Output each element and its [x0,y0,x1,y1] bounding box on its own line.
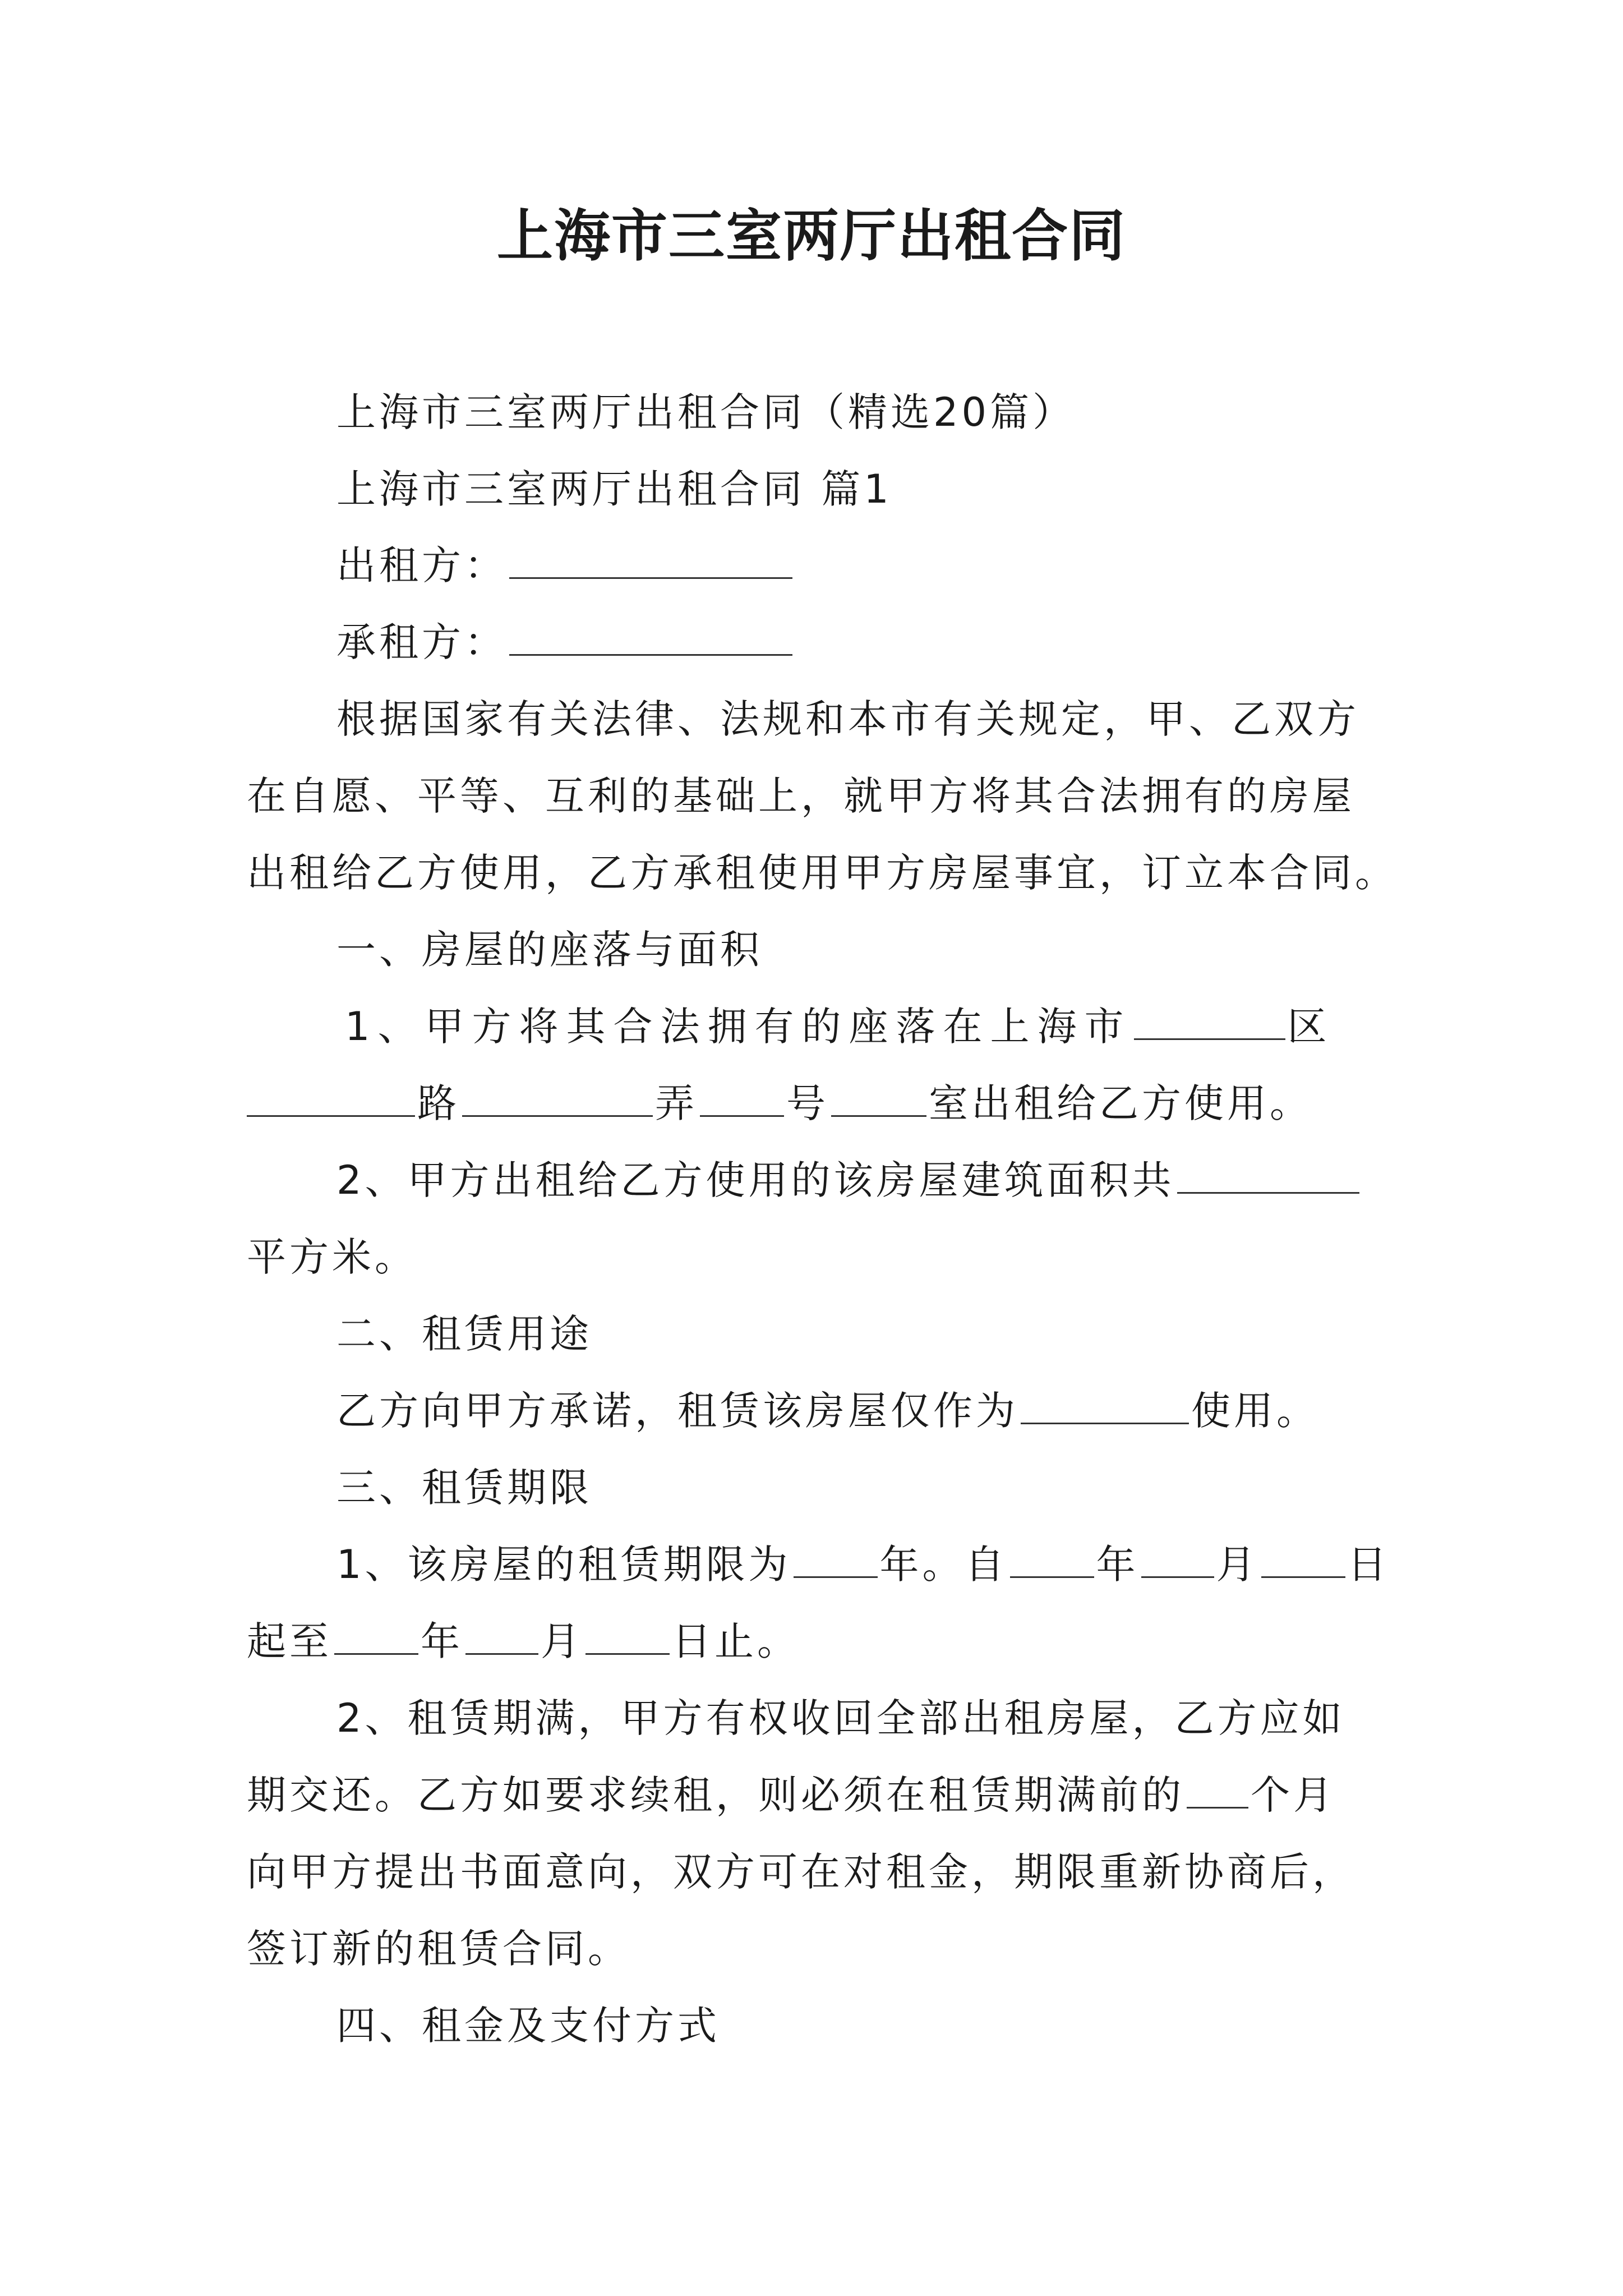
paragraph-line: 向甲方提出书面意向，双方可在对租金，期限重新协商后， [247,1849,1355,1895]
clause-text: 个月 [1251,1772,1336,1818]
clause-line [336,1383,1319,1439]
clause-text: 年 [421,1618,463,1664]
number-blank [700,1076,784,1117]
start-month-blank [1141,1537,1214,1578]
clause-text: 区 [1287,1004,1335,1050]
clause-text: 使用。 [1191,1388,1319,1434]
clause-heading: 一、房屋的座落与面积 [336,927,763,973]
clause-text: 号 [786,1080,829,1126]
start-day-blank [1261,1537,1345,1578]
clause-text: 年。自 [879,1542,1008,1588]
clause-line [336,1152,1362,1208]
clause-line: 平方米。 [247,1234,417,1280]
clause-heading: 三、租赁期限 [336,1465,592,1511]
section-heading: 上海市三室两厅出租合同 篇1 [336,466,892,512]
clause-line [336,1536,1390,1593]
area-blank [1177,1153,1359,1194]
paragraph-line [247,1767,1336,1823]
clause-heading: 二、租赁用途 [336,1311,592,1357]
lessor-label: 出租方： [336,542,507,588]
clause-text: 起至 [247,1618,332,1664]
paragraph-line: 2、租赁期满，甲方有权收回全部出租房屋，乙方应如 [336,1695,1345,1741]
clause-text: 月 [1216,1542,1259,1588]
clause-text: 1、该房屋的租赁期限为 [336,1542,791,1588]
road-blank [247,1076,415,1117]
clause-text: 月 [541,1618,583,1664]
lessee-label: 承租方： [336,619,507,665]
clause-line [345,999,1335,1055]
end-day-blank [585,1614,670,1655]
paragraph-line: 根据国家有关法律、法规和本市有关规定，甲、乙双方 [336,696,1359,742]
clause-text: 乙方向甲方承诺，租赁该房屋仅作为 [336,1388,1018,1434]
district-blank [1134,999,1285,1040]
end-year-blank [334,1614,418,1655]
lane-blank [462,1076,653,1117]
clause-text: 日 [1347,1542,1390,1588]
clause-text: 日止。 [672,1618,800,1664]
paragraph-line: 签订新的租赁合同。 [247,1926,630,1972]
notice-months-blank [1187,1768,1248,1809]
paragraph-line: 在自愿、平等、互利的基础上，就甲方将其合法拥有的房屋 [247,773,1355,819]
room-blank [831,1076,926,1117]
clause-heading: 四、租金及支付方式 [336,2003,720,2049]
clause-text: 年 [1096,1542,1139,1588]
end-month-blank [465,1614,538,1655]
lessee-line [336,614,795,670]
term-years-blank [794,1537,878,1578]
clause-text: 室出租给乙方使用。 [929,1080,1312,1126]
clause-text: 1、甲方将其合法拥有的座落在上海市 [345,1004,1132,1050]
document-title: 上海市三室两厅出租合同 [497,203,1126,269]
start-year-blank [1010,1537,1094,1578]
clause-text: 期交还。乙方如要求续租，则必须在租赁期满前的 [247,1772,1184,1818]
clause-line [247,1075,1312,1131]
clause-line [247,1613,800,1669]
lessor-blank [509,538,792,579]
lessee-blank [509,615,792,656]
lessor-line [336,537,795,593]
subtitle-line: 上海市三室两厅出租合同（精选20篇） [336,389,1076,435]
clause-text: 2、甲方出租给乙方使用的该房屋建筑面积共 [336,1157,1175,1203]
clause-text: 弄 [655,1080,698,1126]
purpose-blank [1021,1383,1189,1424]
clause-text: 路 [417,1080,460,1126]
paragraph-line: 出租给乙方使用，乙方承租使用甲方房屋事宜，订立本合同。 [247,850,1398,896]
